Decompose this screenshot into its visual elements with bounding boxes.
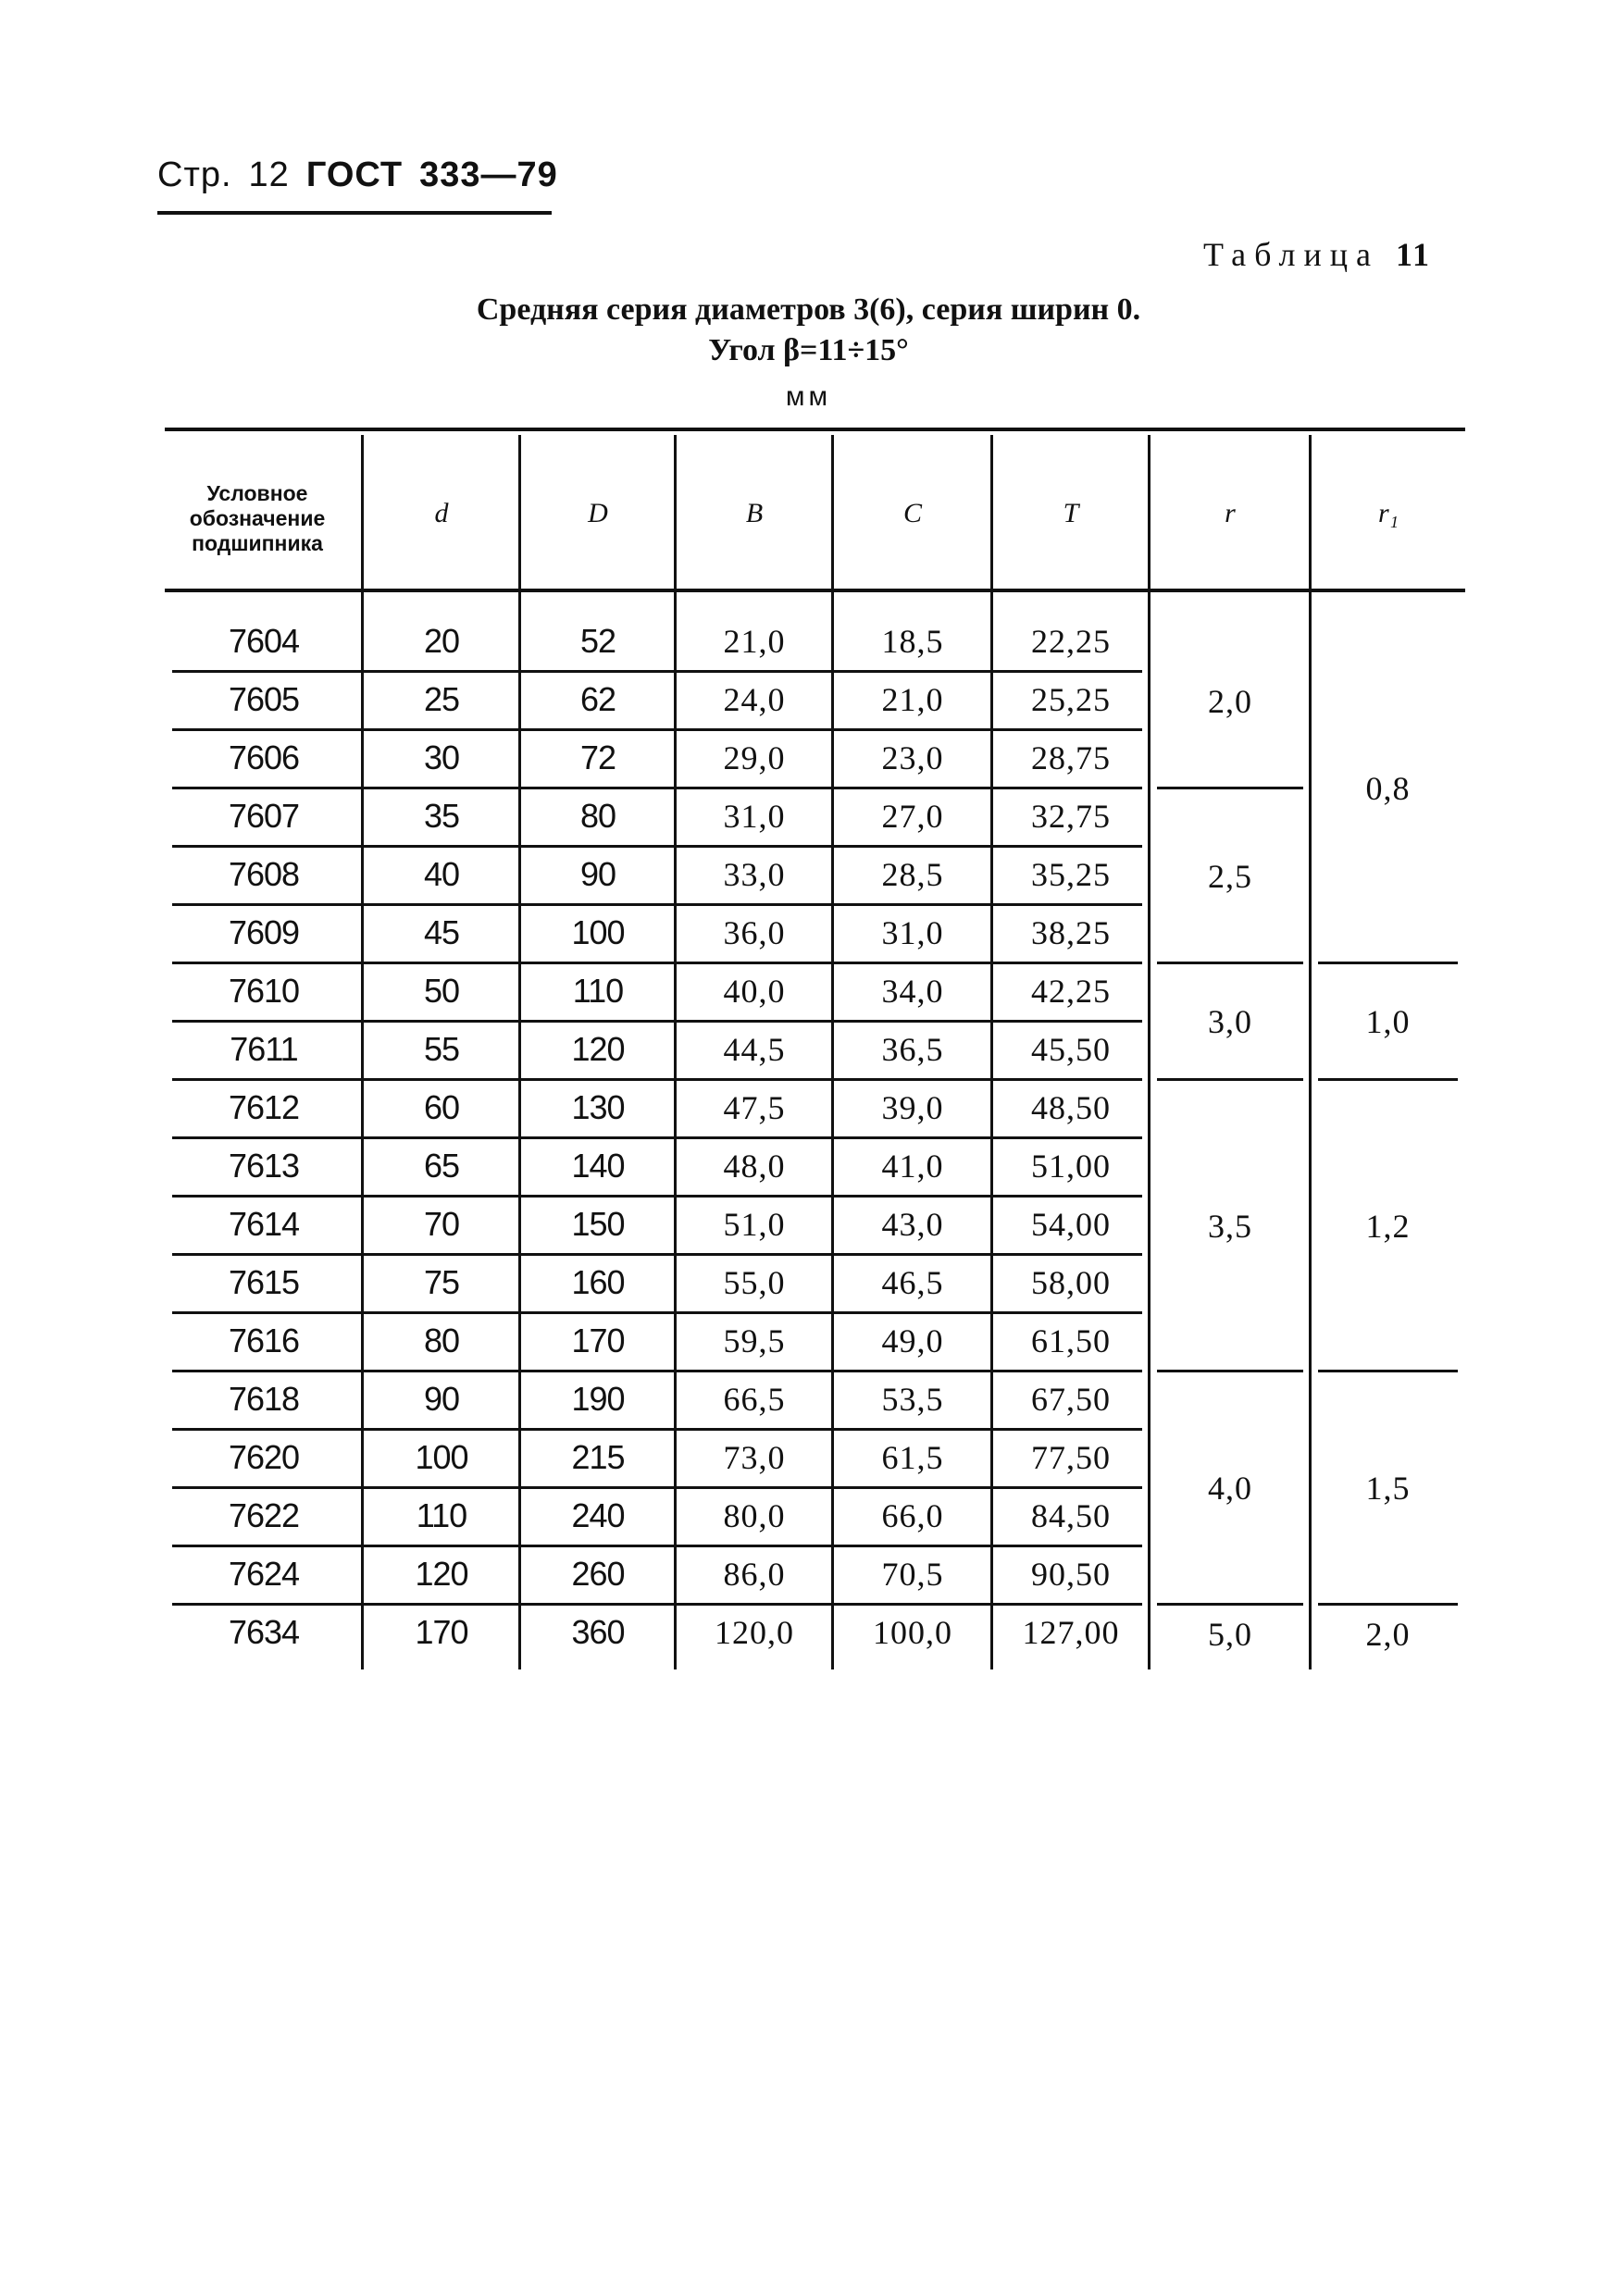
- cell-t: 28,75: [1031, 739, 1111, 776]
- r1-value: 1,0: [1365, 1003, 1411, 1040]
- cell-d: 30: [423, 738, 460, 776]
- cell-c: 36,5: [881, 1031, 944, 1068]
- col-header-designation: Условное обозначение подшипника: [189, 481, 326, 555]
- cell-d: 50: [423, 972, 460, 1010]
- r1-value: 2,0: [1365, 1615, 1411, 1653]
- cell-designation: 7605: [228, 680, 300, 718]
- cell-d: 170: [571, 1322, 625, 1359]
- col-header-T: T: [1063, 498, 1079, 528]
- cell-d: 90: [423, 1380, 460, 1418]
- cell-c: 70,5: [881, 1556, 944, 1593]
- cell-t: 77,50: [1031, 1439, 1111, 1476]
- row-rule: [172, 962, 1142, 964]
- cell-d: 100: [415, 1438, 468, 1476]
- cell-designation: 7615: [228, 1263, 300, 1301]
- cell-d: 110: [572, 972, 624, 1010]
- col-header-r1: r₁: [1377, 498, 1399, 528]
- row-rule: [172, 1253, 1142, 1256]
- r1-value: 1,5: [1365, 1470, 1411, 1507]
- cell-d: 80: [423, 1322, 460, 1359]
- row-rule: [172, 1603, 1142, 1606]
- row-rule: [172, 903, 1142, 906]
- cell-d: 25: [423, 680, 460, 718]
- page-label: Стр.: [157, 155, 232, 194]
- row-rule: [172, 1428, 1142, 1431]
- table-top-rule: [165, 428, 1465, 431]
- cell-c: 66,0: [881, 1497, 944, 1534]
- cell-designation: 7613: [228, 1147, 300, 1185]
- cell-designation: 7606: [228, 738, 300, 776]
- page-number: 12: [248, 155, 290, 194]
- cell-d: 110: [416, 1496, 467, 1534]
- cell-designation: 7620: [228, 1438, 300, 1476]
- cell-d: 20: [423, 622, 460, 660]
- cell-c: 34,0: [881, 973, 944, 1010]
- standard-number: 333—79: [419, 155, 558, 194]
- cell-c: 21,0: [881, 681, 944, 718]
- cell-c: 53,5: [881, 1381, 944, 1418]
- r-group-rule: [1157, 1603, 1303, 1606]
- cell-t: 45,50: [1031, 1031, 1111, 1068]
- cell-t: 38,25: [1031, 914, 1111, 951]
- page-header: [157, 155, 575, 195]
- r-group-rule: [1157, 1078, 1303, 1081]
- cell-designation: 7607: [228, 797, 300, 835]
- cell-t: 35,25: [1031, 856, 1111, 893]
- cell-designation: 7608: [228, 855, 300, 893]
- cell-designation: 7618: [228, 1380, 300, 1418]
- table-label: [1203, 235, 1431, 274]
- cell-d: 40: [423, 855, 460, 893]
- header-rule: [157, 211, 552, 215]
- row-rule: [172, 1370, 1142, 1372]
- col-header-B: B: [745, 498, 764, 528]
- cell-c: 27,0: [881, 798, 944, 835]
- header-bottom-rule: [165, 589, 1465, 592]
- r-group-rule: [1157, 787, 1303, 789]
- row-rule: [172, 1078, 1142, 1081]
- cell-d: 65: [423, 1147, 460, 1185]
- cell-t: 54,00: [1031, 1206, 1111, 1243]
- cell-designation: 7616: [228, 1322, 300, 1359]
- cell-b: 29,0: [723, 739, 786, 776]
- cell-b: 66,5: [723, 1381, 786, 1418]
- cell-designation: 7610: [228, 972, 300, 1010]
- cell-d: 75: [423, 1263, 460, 1301]
- cell-d: 52: [579, 622, 616, 660]
- row-rule: [172, 1545, 1142, 1547]
- row-rule: [172, 845, 1142, 848]
- cell-d: 55: [423, 1030, 460, 1068]
- cell-designation: 7609: [228, 913, 300, 951]
- r-value: 2,5: [1208, 857, 1252, 895]
- cell-d: 160: [571, 1263, 625, 1301]
- cell-c: 100,0: [873, 1614, 952, 1651]
- r-value: 4,0: [1208, 1470, 1252, 1507]
- r1-group-rule: [1318, 962, 1458, 964]
- cell-d: 90: [579, 855, 616, 893]
- cell-d: 170: [415, 1613, 468, 1651]
- cell-c: 43,0: [881, 1206, 944, 1243]
- row-rule: [172, 1195, 1142, 1198]
- cell-b: 80,0: [723, 1497, 786, 1534]
- cell-c: 28,5: [881, 856, 944, 893]
- cell-d: 100: [571, 913, 625, 951]
- cell-designation: 7622: [228, 1496, 300, 1534]
- table-title: Средняя серия диаметров 3(6), серия ширин 0.: [476, 292, 1141, 327]
- cell-d: 80: [579, 797, 616, 835]
- row-rule: [172, 787, 1142, 789]
- table-units: мм: [785, 381, 832, 412]
- row-rule: [172, 1136, 1142, 1139]
- row-rule: [172, 670, 1142, 673]
- cell-d: 70: [423, 1205, 460, 1243]
- row-rule: [172, 728, 1142, 731]
- cell-d: 72: [579, 738, 616, 776]
- cell-d: 35: [423, 797, 460, 835]
- cell-c: 49,0: [881, 1322, 944, 1359]
- col-header-d: d: [434, 498, 449, 528]
- r1-value: 0,8: [1365, 770, 1411, 807]
- col-header-D: D: [588, 498, 608, 528]
- cell-t: 90,50: [1031, 1556, 1111, 1593]
- r-value: 5,0: [1208, 1615, 1252, 1653]
- r-value: 2,0: [1208, 682, 1252, 720]
- cell-c: 41,0: [881, 1148, 944, 1185]
- cell-d: 130: [571, 1088, 625, 1126]
- cell-d: 120: [571, 1030, 625, 1068]
- r-group-rule: [1157, 962, 1303, 964]
- cell-designation: 7604: [228, 622, 300, 660]
- cell-b: 73,0: [723, 1439, 786, 1476]
- cell-d: 150: [571, 1205, 625, 1243]
- standard-name: ГОСТ: [305, 155, 404, 194]
- cell-d: 140: [571, 1147, 625, 1185]
- cell-t: 25,25: [1031, 681, 1111, 718]
- cell-designation: 7611: [230, 1030, 298, 1068]
- cell-b: 120,0: [715, 1614, 794, 1651]
- cell-t: 58,00: [1031, 1264, 1111, 1301]
- cell-b: 40,0: [723, 973, 786, 1010]
- cell-c: 39,0: [881, 1089, 944, 1126]
- r-value: 3,0: [1208, 1003, 1252, 1040]
- cell-t: 32,75: [1031, 798, 1111, 835]
- cell-c: 46,5: [881, 1264, 944, 1301]
- cell-t: 51,00: [1031, 1148, 1111, 1185]
- cell-b: 47,5: [723, 1089, 786, 1126]
- cell-d: 360: [571, 1613, 625, 1651]
- cell-c: 61,5: [881, 1439, 944, 1476]
- r-group-rule: [1157, 1370, 1303, 1372]
- cell-designation: 7614: [228, 1205, 300, 1243]
- cell-b: 21,0: [723, 623, 786, 660]
- cell-c: 23,0: [881, 739, 944, 776]
- cell-d: 120: [415, 1555, 468, 1593]
- cell-t: 84,50: [1031, 1497, 1111, 1534]
- r1-value: 1,2: [1365, 1207, 1411, 1245]
- cell-b: 36,0: [723, 914, 786, 951]
- cell-c: 31,0: [881, 914, 944, 951]
- cell-b: 86,0: [723, 1556, 786, 1593]
- cell-t: 48,50: [1031, 1089, 1111, 1126]
- cell-t: 22,25: [1031, 623, 1111, 660]
- cell-t: 42,25: [1031, 973, 1111, 1010]
- cell-d: 45: [423, 913, 460, 951]
- cell-designation: 7612: [228, 1088, 300, 1126]
- cell-b: 33,0: [723, 856, 786, 893]
- row-rule: [172, 1486, 1142, 1489]
- table-label-word: Таблица: [1203, 236, 1379, 273]
- cell-d: 190: [571, 1380, 625, 1418]
- cell-d: 215: [571, 1438, 625, 1476]
- table-label-number: 11: [1395, 236, 1431, 273]
- cell-t: 61,50: [1031, 1322, 1111, 1359]
- row-rule: [172, 1311, 1142, 1314]
- cell-c: 18,5: [881, 623, 944, 660]
- cell-d: 240: [571, 1496, 625, 1534]
- cell-d: 60: [423, 1088, 460, 1126]
- cell-b: 24,0: [723, 681, 786, 718]
- cell-d: 260: [571, 1555, 625, 1593]
- r1-group-rule: [1318, 1370, 1458, 1372]
- cell-b: 48,0: [723, 1148, 786, 1185]
- r-value: 3,5: [1208, 1207, 1252, 1245]
- r1-group-rule: [1318, 1078, 1458, 1081]
- row-rule: [172, 1020, 1142, 1023]
- table-subtitle: Угол β=11÷15°: [708, 333, 909, 367]
- cell-t: 67,50: [1031, 1381, 1111, 1418]
- cell-designation: 7634: [228, 1613, 300, 1651]
- cell-b: 59,5: [723, 1322, 786, 1359]
- cell-t: 127,00: [1022, 1614, 1120, 1651]
- col-header-r: r: [1225, 498, 1236, 528]
- cell-b: 44,5: [723, 1031, 786, 1068]
- cell-b: 31,0: [723, 798, 786, 835]
- cell-b: 55,0: [723, 1264, 786, 1301]
- cell-b: 51,0: [723, 1206, 786, 1243]
- cell-d: 62: [579, 680, 616, 718]
- col-header-C: C: [902, 498, 922, 528]
- r1-group-rule: [1318, 1603, 1458, 1606]
- cell-designation: 7624: [228, 1555, 300, 1593]
